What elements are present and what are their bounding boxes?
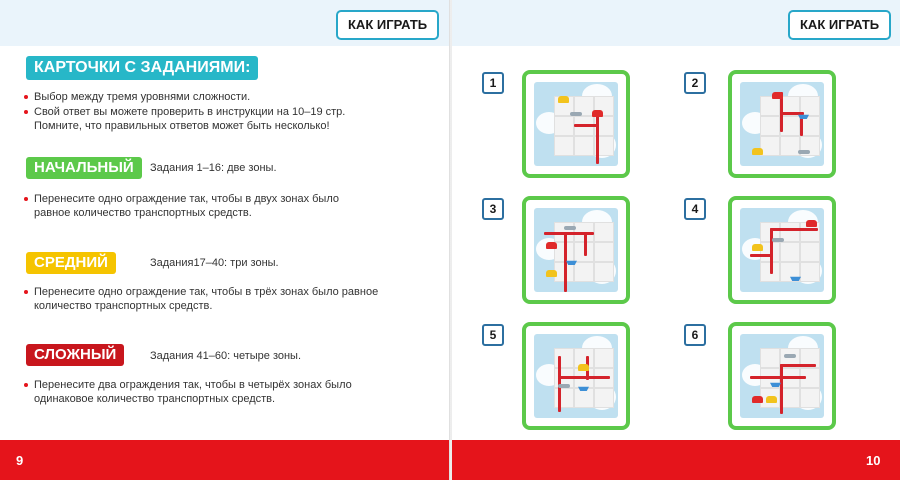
board-cell	[780, 136, 800, 156]
fence-piece	[770, 228, 773, 274]
level-bullet-beginner: Перенесите одно ограждение так, чтобы в двух зонах было равное количество транспортных средств.	[24, 192, 369, 220]
footer-band	[0, 440, 450, 480]
level-badge-beginner: НАЧАЛЬНЫЙ	[26, 157, 142, 179]
level-bullet-advanced: Перенесите два ограждения так, чтобы в четырёх зонах было одинаковое количество транспортных средств.	[24, 378, 384, 406]
board-cell	[800, 116, 820, 136]
task-number: 5	[482, 324, 504, 346]
fence-piece	[750, 376, 806, 379]
how-to-play-button[interactable]: КАК ИГРАТЬ	[336, 10, 439, 40]
board-cell	[800, 262, 820, 282]
puzzle-board	[534, 82, 618, 166]
plane-icon	[558, 384, 570, 388]
board-cell	[760, 96, 780, 116]
board-cell	[594, 388, 614, 408]
level-desc-beginner: Задания 1–16: две зоны.	[150, 162, 277, 174]
car-icon	[546, 270, 557, 277]
board-cell	[594, 348, 614, 368]
car-icon	[592, 110, 603, 117]
puzzle-board	[740, 334, 824, 418]
fence-piece	[596, 112, 599, 164]
board-cell	[760, 348, 780, 368]
plane-icon	[784, 354, 796, 358]
fence-piece	[750, 254, 772, 257]
board-cell	[780, 388, 800, 408]
fence-piece	[770, 228, 818, 231]
board-cell	[554, 116, 574, 136]
puzzle-board	[740, 82, 824, 166]
car-icon	[752, 396, 763, 403]
puzzle-board	[740, 208, 824, 292]
car-icon	[558, 96, 569, 103]
board-cell	[594, 262, 614, 282]
fence-piece	[780, 364, 783, 414]
board-cell	[800, 388, 820, 408]
puzzle-card	[728, 322, 836, 430]
car-icon	[546, 242, 557, 249]
board-cell	[594, 242, 614, 262]
puzzle-card	[522, 70, 630, 178]
plane-icon	[570, 112, 582, 116]
task-number: 4	[684, 198, 706, 220]
board-cell	[574, 388, 594, 408]
fence-piece	[558, 376, 610, 379]
car-icon	[752, 148, 763, 155]
car-icon	[752, 244, 763, 251]
board-cell	[800, 242, 820, 262]
plane-icon	[772, 238, 784, 242]
board-cell	[574, 262, 594, 282]
board-cell	[594, 222, 614, 242]
page-number: 9	[16, 453, 24, 468]
board-cell	[760, 116, 780, 136]
task-number: 3	[482, 198, 504, 220]
car-icon	[772, 92, 783, 99]
board-cell	[760, 136, 780, 156]
puzzle-board	[534, 334, 618, 418]
puzzle-card	[728, 70, 836, 178]
board-cell	[554, 388, 574, 408]
puzzle-card	[728, 196, 836, 304]
task-cards-title: КАРТОЧКИ С ЗАДАНИЯМИ:	[26, 56, 258, 80]
plane-icon	[564, 226, 576, 230]
puzzle-card	[522, 322, 630, 430]
car-icon	[766, 396, 777, 403]
intro-bullet: Свой ответ вы можете проверить в инструкции на 10–19 стр. Помните, что правильных ответов может быть несколько!	[24, 105, 379, 133]
fence-piece	[564, 232, 567, 292]
plane-icon	[798, 150, 810, 154]
footer-band	[452, 440, 900, 480]
fence-piece	[584, 232, 587, 256]
right-page	[452, 0, 900, 480]
car-icon	[806, 220, 817, 227]
board-cell	[554, 348, 574, 368]
fence-piece	[574, 124, 598, 127]
level-desc-advanced: Задания 41–60: четыре зоны.	[150, 350, 302, 362]
puzzle-card	[522, 196, 630, 304]
page-number: 10	[866, 453, 881, 468]
board-cell	[554, 136, 574, 156]
task-number: 2	[684, 72, 706, 94]
task-number: 1	[482, 72, 504, 94]
task-number: 6	[684, 324, 706, 346]
level-badge-intermediate: СРЕДНИЙ	[26, 252, 116, 274]
intro-bullet: Выбор между тремя уровнями сложности.	[24, 90, 424, 104]
how-to-play-button[interactable]: КАК ИГРАТЬ	[788, 10, 891, 40]
level-bullet-intermediate: Перенесите одно ограждение так, чтобы в трёх зонах было равное количество транспортных средств.	[24, 285, 414, 313]
board-cell	[780, 116, 800, 136]
puzzle-board	[534, 208, 618, 292]
level-badge-advanced: СЛОЖНЫЙ	[26, 344, 124, 366]
level-desc-intermediate: Задания17–40: три зоны.	[150, 257, 279, 269]
board-cell	[780, 242, 800, 262]
fence-piece	[780, 364, 816, 367]
car-icon	[578, 364, 589, 371]
board-cell	[574, 136, 594, 156]
